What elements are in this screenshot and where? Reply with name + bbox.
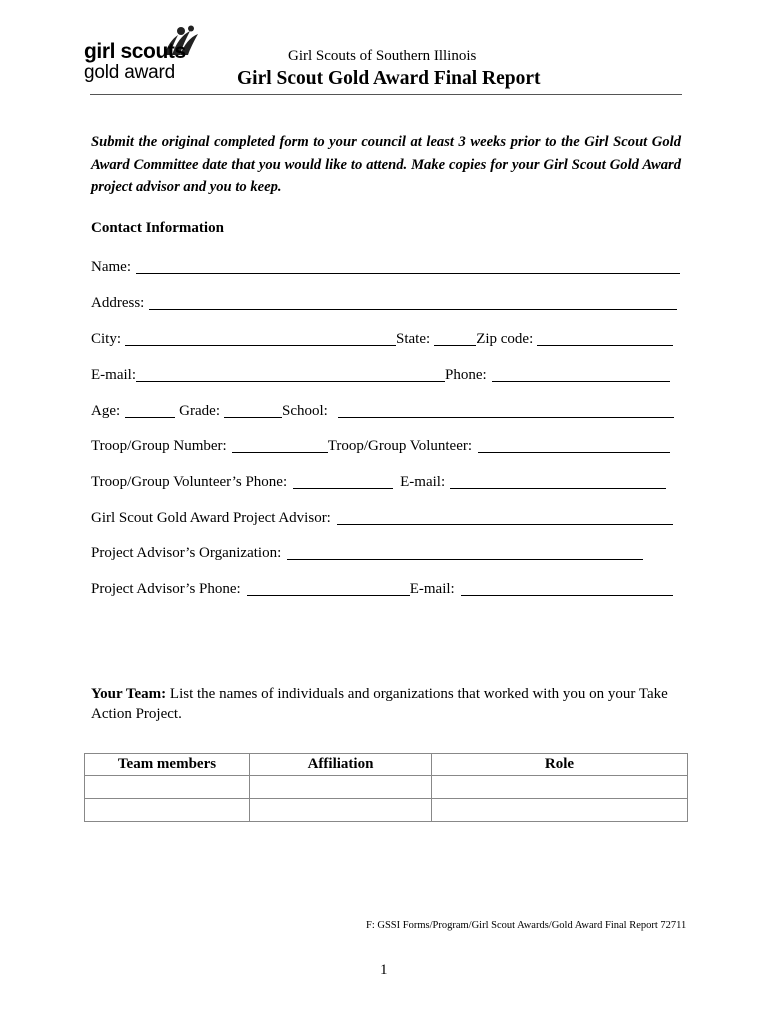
role-cell[interactable] [432, 776, 688, 799]
header-divider [90, 94, 682, 95]
address-row [91, 292, 677, 312]
affiliation-cell[interactable] [250, 776, 432, 799]
team-intro [91, 684, 686, 724]
zip-label: Zip code: [476, 331, 534, 347]
contact-heading: Contact Information [91, 220, 224, 236]
troop-volunteer-field[interactable] [478, 438, 670, 453]
team-table [84, 753, 688, 822]
age-label: Age: [91, 403, 121, 419]
advisor-email-field[interactable] [461, 581, 673, 596]
email-row [91, 364, 670, 384]
name-row [91, 256, 680, 276]
team-member-cell[interactable] [85, 776, 250, 799]
troop-number-field[interactable] [232, 438, 328, 453]
email-label: E-mail: [91, 367, 136, 383]
team-heading: Your Team: [91, 686, 167, 702]
phone-label: Phone: [445, 367, 487, 383]
city-row [91, 328, 673, 348]
state-field[interactable] [434, 331, 476, 346]
advisor-phone-label: Project Advisor’s Phone: [91, 581, 241, 597]
advisor-org-field[interactable] [287, 545, 643, 560]
advisor-org-row [91, 542, 643, 562]
logo-text: girl scouts [84, 40, 186, 63]
footer-path: F: GSSI Forms/Program/Girl Scout Awards/Gold Award Final Report 72711 [366, 920, 687, 931]
name-label: Name: [91, 259, 131, 275]
state-label: State: [396, 331, 431, 347]
role-cell[interactable] [432, 799, 688, 822]
volunteer-contact-row [91, 471, 666, 491]
grade-label: Grade: [179, 403, 220, 419]
advisor-org-label: Project Advisor’s Organization: [91, 545, 282, 561]
advisor-phone-field[interactable] [247, 581, 410, 596]
team-members-header: Team members [85, 754, 250, 776]
troop-row [91, 435, 670, 455]
advisor-row [91, 507, 673, 527]
phone-field[interactable] [492, 367, 670, 382]
volunteer-phone-field[interactable] [293, 474, 393, 489]
advisor-email-label: E-mail: [409, 581, 455, 597]
age-row [91, 400, 674, 420]
team-member-cell[interactable] [85, 799, 250, 822]
zip-field[interactable] [537, 331, 673, 346]
address-field[interactable] [149, 295, 677, 310]
volunteer-email-field[interactable] [450, 474, 666, 489]
troop-volunteer-label: Troop/Group Volunteer: [327, 438, 473, 454]
city-label: City: [91, 331, 122, 347]
school-label: School: [281, 403, 328, 419]
team-description: List the names of individuals and organizations that worked with you on your Take Action Project. [91, 686, 668, 722]
affiliation-cell[interactable] [250, 799, 432, 822]
page-number: 1 [380, 962, 388, 978]
volunteer-phone-label: Troop/Group Volunteer’s Phone: [91, 474, 288, 490]
advisor-label: Girl Scout Gold Award Project Advisor: [91, 510, 331, 526]
grade-field[interactable] [224, 403, 282, 418]
table-row [85, 776, 688, 799]
address-label: Address: [91, 295, 145, 311]
advisor-field[interactable] [337, 510, 673, 525]
troop-number-label: Troop/Group Number: [91, 438, 227, 454]
role-header: Role [432, 754, 688, 776]
instructions-text: Submit the original completed form to your council at least 3 weeks prior to the Girl Scout Gold Award Committee date that you would like to attend. Make copies for your Girl Scout Gold Award project advisor and you to keep. [91, 134, 681, 195]
affiliation-header: Affiliation [250, 754, 432, 776]
organization-name: Girl Scouts of Southern Illinois [288, 48, 477, 64]
school-field[interactable] [338, 403, 674, 418]
table-row [85, 799, 688, 822]
logo-subtext: gold award [84, 62, 175, 83]
name-field[interactable] [136, 259, 680, 274]
city-field[interactable] [125, 331, 396, 346]
email-field[interactable] [136, 367, 445, 382]
page-title: Girl Scout Gold Award Final Report [237, 68, 541, 89]
age-field[interactable] [125, 403, 175, 418]
volunteer-email-label: E-mail: [400, 474, 446, 490]
advisor-contact-row [91, 578, 673, 598]
